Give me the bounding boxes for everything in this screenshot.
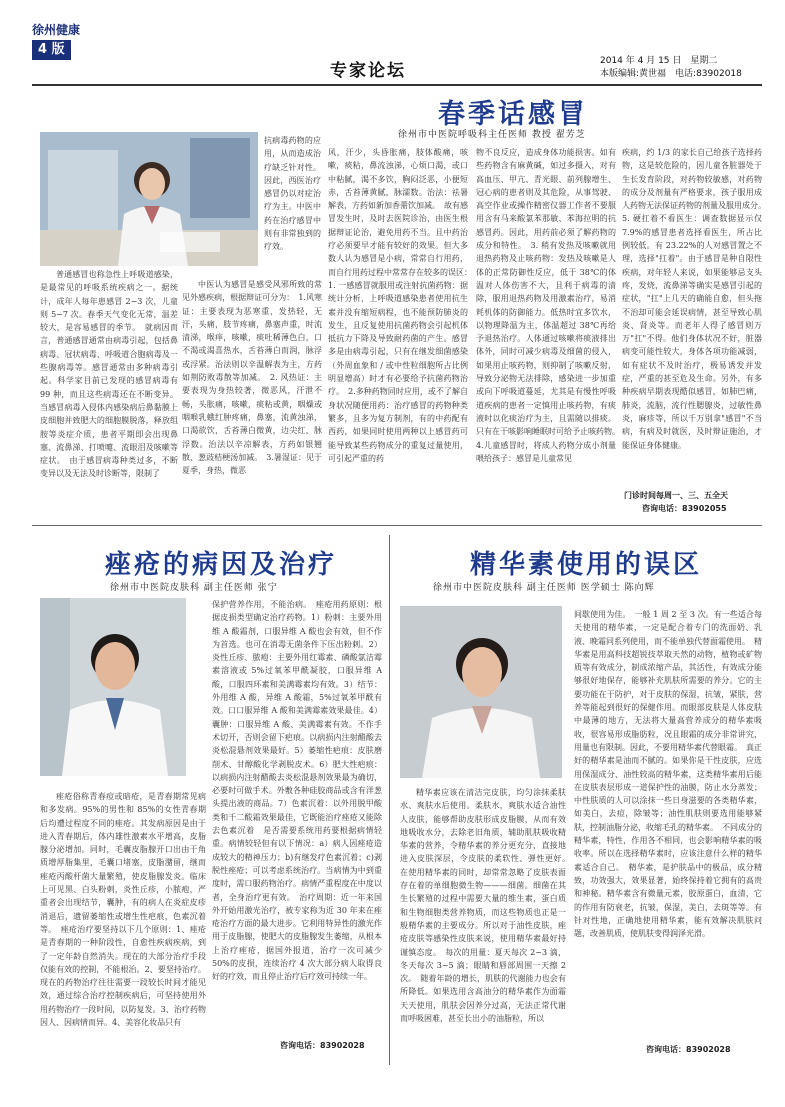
page-number: 4 版	[32, 40, 71, 60]
paper-name: 徐州健康	[32, 23, 81, 37]
issue-date: 2014 年 4 月 15 日 星期二	[600, 56, 718, 66]
doctor-photo	[40, 132, 258, 266]
article1-column-2	[182, 278, 322, 520]
text-block: 中医认为感冒是感受风邪所致的常见外感疾病，根据辩证可分为： 1.风寒证：主要表现为恶寒重，发热轻，无汗，头痛，肢节疼痛，鼻塞声重，时流清涕，喉痒，咳嗽，痰吐稀薄色白，口不渴或渴喜热水，舌苔薄白而润，脉浮或浮紧。治法则以辛温解表为主，方药如荆防败毒散等加减。 2. 风热证：主要表现为身热较著，微恶风，汗泄不畅，头胀痛，咳嗽，痰粘或黄，咽燥或咽喉乳蛾红肿疼痛，鼻塞，流黄浊涕，口渴欲饮，舌苔薄白微黄，边尖红，脉浮数。治法以辛凉解表，方药如银翘散、葱豉桔梗汤加减。 3.暑湿证：见于夏季，身热，微恶	[182, 280, 322, 476]
section-title: 专家论坛	[330, 61, 406, 81]
consult-phone: 咨询电话：83902028	[646, 1045, 731, 1054]
header-rule	[32, 84, 762, 86]
editor-line: 本版编辑:黄世福 电话:83902018	[600, 69, 742, 79]
article-byline: 徐州市中医院呼吸科主任医师 教授 翟芳芝	[398, 130, 586, 140]
article1-column-4	[476, 146, 624, 520]
article1-column-1	[40, 268, 178, 520]
text-block: 风，汗少，头昏胀痛，肢体酸痛，咳嗽，痰粘，鼻流浊涕，心烦口渴，或口中粘腻，渴不多饮，胸闷泛恶，小便短赤，舌苔薄黄腻，脉濡数。治法：祛暑解表，方药如新加香薷饮加减。 故有感冒发生时，及时去医院诊治，由医生根据辩证论治，避免用药不当。且中药治疗必须要早才能有较好的效果。但大多数人认为感冒是小病，常常自行用药，而自行用药过程中常常存在较多的误区： 1. 一感感冒就服用或注射抗菌药物：据统计分析，上呼吸道感染患者使用抗生素并没有缩短病程，也不能预防肺炎的发生，且反复使用抗菌药物会引起机体抵抗力下降及导致耐药菌的产生。感冒多是由病毒引起，只有在继发细菌感染（外周血象和 / 或中性粒细胞所占比例明显增高）时才有必要给予抗菌药物治疗。 2.多种药物同时应用，或不了解自身状况随便用药：治疗感冒的药物种类繁多，且多为复方制剂，有的中药配有西药，如果同时使用两种以上感冒药可能导致某些药物成分的重复过量使用，可引起严重的药	[328, 148, 476, 463]
article2-column-1	[40, 790, 206, 1080]
article-title-serum: 精华素使用的误区	[470, 550, 703, 580]
text-block: 物不良反应，造成身体功能损害。如有些药物含有麻黄碱，如过多摄入，对有高血压、甲亢、青光眼、前列腺增生、冠心病的患者则及其危险，从事驾驶、高空作业或操作精密仪器工作者不要服用含有马来酸氯苯那敏、苯海拉明的抗感冒药。因此，用药前必须了解药物的成分和特性。 3. 稍有发热及咳嗽就用退热药物及止咳药物：发热及咳嗽是人体的正常防御性反应，低于 38℃的体温对人体伤害不大，且利于病毒的清除，服用退热药物及用激素治疗，易消耗机体的防御能力。低热时宜多饮水，以物理降温为主，体温超过 38℃再给予退热治疗。人体通过咳嗽将痰液排出体外，同时可减少病毒及细菌的侵入，如果用止咳药物，则抑制了咳嗽反射，导致分泌物无法排除，感染进一步加重或向下呼吸道蔓延，尤其是有慢性呼吸道疾病的患者一定慎用止咳药物，有痰液时以化痰治疗为主，且需随以排痰。只有在干咳影响睡眠时可给予止咳药物。 4.儿童感冒时，将成人药物分成小剂量喂给孩子：感冒是儿童常见	[476, 148, 624, 463]
text-block: 保护营养作用，不能治病。 痤疮用药原则：根据皮损类型确定治疗药物。1）粉刺：主要外用维 A 酸霜剂，口服异维 A 酸也会有效，但不作为首选。也可在消毒无菌条件下压出粉刺。2）炎性丘疹、脓疱：主要外用红霉素、磷酸氯洁霉素溶液或 5%过氧苯甲酰凝胶，口服异维 A 酸，口服四环素和美满霉素均有效。3）结节：外用维 A 酸，异维 A 酸霜，5%过氧苯甲酰有效。口口服异维 A 酸和美满霉素效果最佳。4）囊肿：口服异维 A 酸、美满霉素有效。不作手术切开，否则会留下疤痕。以病损内注射醋酸去炎松混悬剂效果最好。5）萎缩性疤痕：皮肤磨削术、甘醇酸化学剥脱皮术。6）肥大性疤痕：以病损内注射醋酸去炎松混悬剂效果最为确切，必要时可做手术。外敷各种硅胶商品或含有洋葱头提出液的商品。7）色素沉着：以外用脱甲酸类和千二酸霜效果最佳，它既能治疗痤疮又能除去色素沉着 是否需要系统用药要根据病情轻重。病情较轻但有以下情况：a）病人因痤疮造成较大的精神压力；b)有继发疗色素沉着；c)剥脱性痤疮；可以考虑系统治疗。当病情为中到重度时，需口服药物治疗。病情严重程度在中度以者，全身治疗更有效。 治疗周期：近一年来国外开始用激光治疗，被专家称为近 30 年来在痤疮治疗方面的最大进步。它利用特异性的激光作用于皮脂腺，使肥大的皮脂腺发生萎缩，从根本上治疗痤疮，据国外报道，治疗一次可减少 50%的皮损，连续治疗 4 次大部分病人取得良好的疗效，而且停止治疗后疗效可持续一年。	[212, 600, 382, 982]
article2-column-2	[212, 598, 382, 1038]
text-block: 普通感冒也称急性上呼吸道感染，是最常见的呼吸系统疾病之一。据统计，成年人每年患感冒 2~3 次，儿童则 5~7 次。春季天气变化无常，温差较大，是容易感冒的季节。 就病因而言，普通感冒通常由病毒引起，包括鼻病毒、冠状病毒、呼吸道合胞病毒及一些腺病毒等。感冒通常由多种病毒引起。科学家目前已发现的感冒病毒有 99 种，而且这些病毒还在不断变异。当感冒病毒入侵体内感染病后鼻黏膜上皮细胞并致肥大的细胞膜脱落，释放组胺等炎症介质，患者平期即会出现鼻塞、流鼻涕、打喷嚏、流眼泪及咳嗽等症状。 由于感冒病毒种类过多，不断变异以及无法及时诊断等，限制了	[40, 270, 178, 479]
column-divider	[389, 535, 390, 1065]
masthead	[32, 22, 96, 60]
article1-column-3	[328, 146, 476, 520]
section-divider	[32, 525, 762, 526]
article-title-acne: 痤疮的病因及治疗	[105, 550, 338, 580]
doctor-photo	[400, 606, 562, 778]
consult-phone: 咨询电话：83902028	[280, 1041, 365, 1050]
doctor-photo-illustration	[40, 132, 258, 266]
article-title-spring-cold: 春季话感冒	[438, 99, 588, 130]
doctor-photo	[40, 598, 186, 776]
text-block: 抗病毒药物的应用，从而造成治疗缺乏针对性。因此，西医治疗感冒仍以对症治疗为主。中医中药在治疗感冒中则有非常独到的疗效。	[264, 136, 321, 252]
text-block: 间歇使用为佳。 一般 1 周 2 至 3 次。有一些适合每天使用的精华素，一定是配合着专门的洗面奶、乳液、晚霜同系列使用，而不能单独代替面霜使用。 精华素是用高科技超锐技萃取天然的动物，植物或矿物质等有效成分，制成浓缩产品，其活性，有效成分能够很好地保存，能够补充肌肤所需要的养分。它的主要功能在于防护，对于皮肤的保湿，抗皱，紧肤，营养等能起到很好的保健作用。而眼部皮肤是人体皮肤中最薄的地方，无法将大量高营养成分的精华素吸收，很容易形成脂肪粒，况且眼霜的成分非常讲究，用量也有限制。因此，不要用精华素代替眼霜。 真正好的精华素是油而不腻的。如果你是干性皮肤，应选用保湿成分、油性较高的精华素，这类精华素用后能在皮肤表层形成一道保护性的油膜，防止水分蒸发；中性肤质的人可以涂抹一些日身滋要的各类精华素，如美白，去痘，除皱等；油性肌肤则要选用能够紧肤，控制油脂分泌，收缩毛孔的精华素。 不同成分的精华素，特性，作用各不相同，也会影响精华素的吸收率。所以在选择精华素时，应该注意什么样的精华素适合自己。 精华素，是护肤品中的极品，成分精致，功效强大，效果显著，始终保持着它拥有的高贵和神秘。精华素含有微量元素，胶原蛋白，血清，它的作用有防衰老，抗皱，保湿，美白，去斑等等。有针对性地，正确地使用精华素，能有效解决肌肤问题，改善肌质，使肌肤变得润泽光滑。	[574, 610, 762, 939]
article1-column-5	[622, 146, 770, 490]
issue-info	[600, 55, 742, 81]
article-byline: 徐州市中医院皮肤科 副主任医师 医学硕士 陈向辉	[433, 583, 655, 593]
article-byline: 徐州市中医院皮肤科 副主任医师 张宁	[110, 583, 278, 593]
doctor-photo-illustration	[400, 606, 562, 778]
doctor-photo-illustration	[40, 598, 186, 776]
text-block: 痤疮俗称青春痘或暗疮，是青春期常见病和多发病。95%的男性和 85%的女性青春期后均遭过程度不同的痤疮。其发病原因是由于进入青春期后，体内雄性激素水平增高，皮脂腺分泌增加。同时，毛囊皮脂腺开口出由于角质增厚脂集里，毛囊口堵塞，皮脂潴留，继而痤疮丙酸杆菌大量繁殖，使皮脂腺发炎。临床上可见黑、白头粉刺，炎性丘疹，小脓疱，严重者会出现结节，囊肿，有的病人在炎症皮疹消退后，遗留萎缩性或增生性疤痕，色素沉着等。 痤疮治疗要坚持以下几个原则：1、痤疮是青春期的一种阶段性，自愈性疾病疾病，到了一定年龄自然消失。现在的大部分治疗手段仅能有效的控制，不能根治。2、要坚持治疗。现在的药物治疗往往需要一段较长时间才能见效，通过综合治疗控制疾病后，可坚持使用外用药物治疗一段时间，以防复发。3、治疗药物因人、因病情而异。4、美容化妆品只有	[40, 792, 206, 1028]
clinic-time: 门诊时间每周一、三、五全天	[624, 491, 728, 500]
text-block: 精华素应该在清洁完皮肤，均匀涂抹柔肤水、爽肤水后使用。柔肤水，爽肤水适合油性人皮肤，能够帮助皮肤形成皮脂膜，从而有效地吸收水分，去除老旧角质，辅助肌肤吸收精华素的营养，令精华素的养分更充分，直接地进入皮肤深层，令皮肤的柔软性、弹性更好。 在使用精华素的同时，却常常忽略了皮肤表面存在着的单细胞微生物———细菌。细菌在其生长繁殖的过程中需要大量的维生素，蛋白质和生物细胞类营养物质，而这些物质也正是一般精华素的主要成分。所以对于油性皮肤，痤疮皮肤等感染性皮肤来说，使用精华素最好持谨慎态度。 每次的用量：夏天每次 2~3 滴，冬天每次 3~5 滴；眼睛和唇部周围一天擦 2 次。 随着年龄的增长，肌肤的代谢能力也会有所降低。如果选用含高油分的精华素作为面霜天天使用，肌肤会因养分过高，无法正常代谢而呼吸困难，甚至长出小的油脂粒，所以	[400, 788, 574, 1024]
article3-column-2	[574, 608, 762, 1042]
article3-column-1	[400, 786, 574, 1082]
consult-phone: 咨询电话：83902055	[642, 504, 727, 513]
text-block: 疾病，约 1/3 的家长自己给孩子选择药物，这是较危险的，因儿童各脏器处于生长发育阶段，对药物较敏感，对药物的成分及剂量有严格要求，孩子服用成人药物无法保证药物的剂量及服用成分。 5. 硬扛着不看医生：调查数据显示仅 7.9%的感冒患者选择看医生，所占比例较低。有 23.22%的人对感冒置之不理，选择"扛着"。由于感冒是种自限性疾病，对年轻人来说，如果能够忌支头疼，发烧，流鼻涕等确实是感冒引起的症状，"扛"上几天的确能自愈，但头拖不治却可能会延误病情，甚至导致心肌炎、肾炎等。而老年人得了感冒则万万"扛"不得。他们身体状况不好，脏器病变可能性较大，身体各项功能减弱，如有症状不及时治疗，极易诱发并发症，严重的甚至危及生命。另外，有多种疾病早期表现酷似感冒，如肺巴痛，肺炎，流脑，流行性腮腺炎，过敏性鼻炎，麻疹等，所以千万别拿"感冒"不当病，有病及时就医，及时辩证施治，才能保证身体健康。	[622, 148, 770, 450]
article1-column-1-side	[264, 134, 321, 278]
